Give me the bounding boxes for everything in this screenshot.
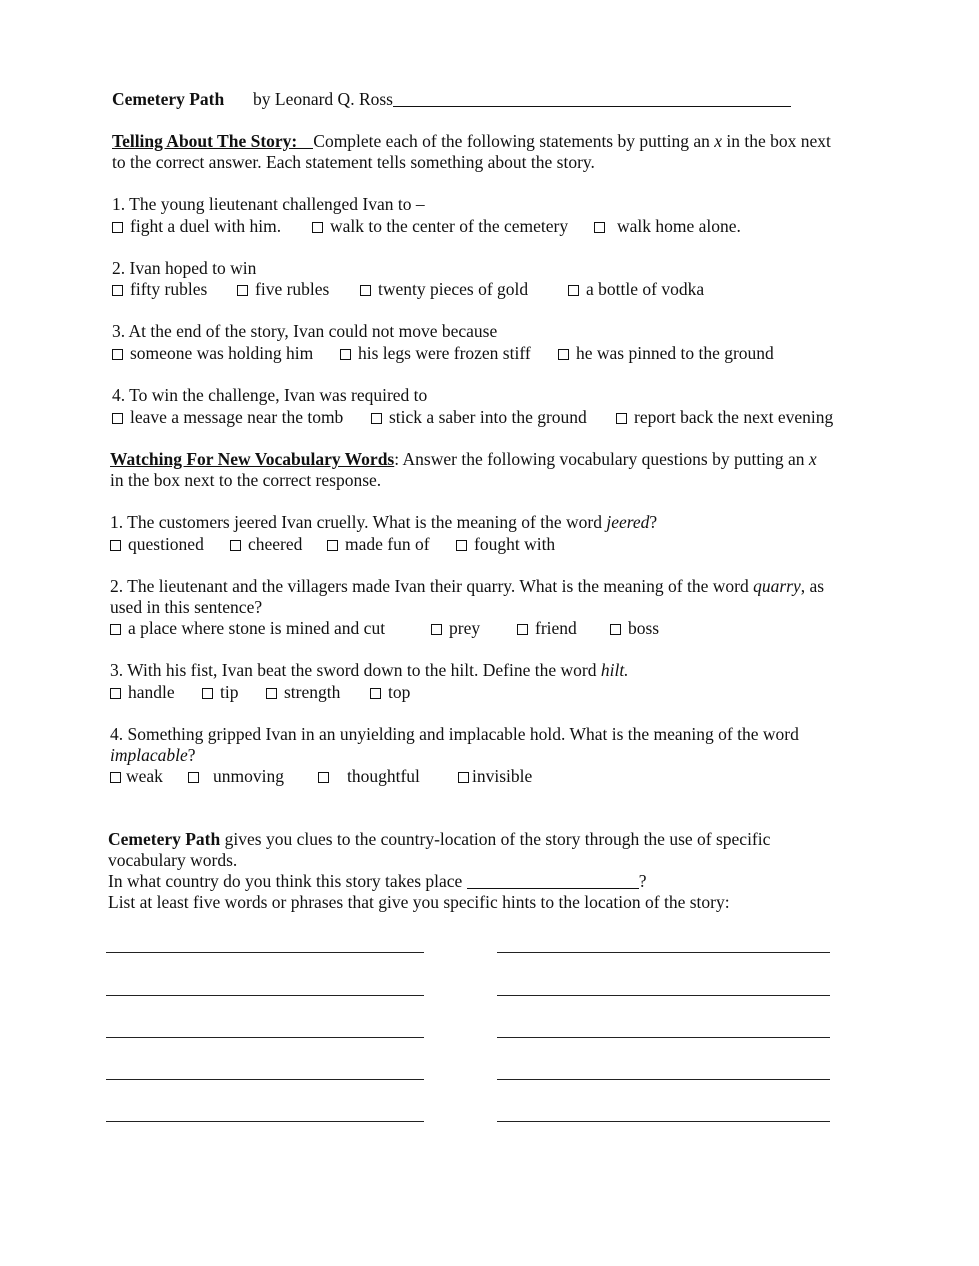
checkbox-icon[interactable]	[110, 772, 121, 783]
section1-intro-line2: to the correct answer. Each statement tells something about the story.	[112, 152, 595, 172]
checkbox-icon[interactable]	[456, 540, 467, 551]
option-checkbox[interactable]: walk to the center of the cemetery	[312, 216, 568, 237]
question-prompt: 1. The young lieutenant challenged Ivan to –	[112, 194, 425, 214]
checkbox-icon[interactable]	[558, 349, 569, 360]
option-checkbox[interactable]: prey	[431, 618, 480, 639]
section3-line3: In what country do you think this story takes place ?	[108, 871, 647, 891]
option-checkbox[interactable]: weak	[110, 766, 163, 787]
checkbox-icon[interactable]	[112, 413, 123, 424]
question-prompt: 3. At the end of the story, Ivan could not move because	[112, 321, 498, 341]
option-checkbox[interactable]: walk home alone.	[594, 216, 741, 237]
question-prompt: 4. To win the challenge, Ivan was required to	[112, 385, 428, 405]
vocab-question-4-line2: implacable?	[110, 745, 196, 765]
checkbox-icon[interactable]	[110, 688, 121, 699]
option-checkbox[interactable]: five rubles	[237, 279, 329, 300]
section2-intro-line1: Watching For New Vocabulary Words: Answer the following vocabulary questions by putting an x	[110, 449, 817, 469]
checkbox-icon[interactable]	[110, 540, 121, 551]
section3-line2: vocabulary words.	[108, 850, 238, 870]
section3-line4: List at least five words or phrases that give you specific hints to the location of the story:	[108, 892, 730, 912]
option-checkbox[interactable]: report back the next evening	[616, 407, 833, 428]
checkbox-icon[interactable]	[237, 285, 248, 296]
option-checkbox[interactable]: handle	[110, 682, 175, 703]
story-title: Cemetery Path	[112, 89, 225, 109]
answer-line[interactable]	[497, 1037, 830, 1038]
option-checkbox[interactable]: friend	[517, 618, 577, 639]
option-checkbox[interactable]: leave a message near the tomb	[112, 407, 343, 428]
checkbox-icon[interactable]	[266, 688, 277, 699]
section3-line1: Cemetery Path gives you clues to the country-location of the story through the use of specific	[108, 829, 771, 849]
checkbox-icon[interactable]	[188, 772, 199, 783]
section1-heading: Telling About The Story:	[112, 131, 298, 151]
option-checkbox[interactable]: top	[370, 682, 410, 703]
author-byline: by Leonard Q. Ross	[253, 89, 393, 109]
option-checkbox[interactable]: twenty pieces of gold	[360, 279, 528, 300]
option-checkbox[interactable]: questioned	[110, 534, 204, 555]
answer-line[interactable]	[497, 1121, 830, 1122]
checkbox-icon[interactable]	[318, 772, 329, 783]
checkbox-icon[interactable]	[112, 222, 123, 233]
answer-line[interactable]	[106, 1079, 424, 1080]
checkbox-icon[interactable]	[202, 688, 213, 699]
checkbox-icon[interactable]	[340, 349, 351, 360]
checkbox-icon[interactable]	[112, 285, 123, 296]
answer-line[interactable]	[106, 952, 424, 953]
option-checkbox[interactable]: thoughtful	[318, 766, 420, 787]
option-checkbox[interactable]: fifty rubles	[112, 279, 207, 300]
answer-line[interactable]	[106, 995, 424, 996]
answer-line[interactable]	[106, 1037, 424, 1038]
option-checkbox[interactable]: someone was holding him	[112, 343, 313, 364]
header	[112, 89, 791, 110]
section2-heading: Watching For New Vocabulary Words	[110, 449, 395, 469]
option-checkbox[interactable]: he was pinned to the ground	[558, 343, 774, 364]
checkbox-icon[interactable]	[371, 413, 382, 424]
option-checkbox[interactable]: fight a duel with him.	[112, 216, 281, 237]
checkbox-icon[interactable]	[610, 624, 621, 635]
vocab-question-3: 3. With his fist, Ivan beat the sword down to the hilt. Define the word hilt.	[110, 660, 629, 680]
checkbox-icon[interactable]	[312, 222, 323, 233]
checkbox-icon[interactable]	[458, 772, 469, 783]
name-blank[interactable]	[393, 90, 791, 107]
answer-line[interactable]	[497, 1079, 830, 1080]
option-checkbox[interactable]: unmoving	[188, 766, 284, 787]
vocab-question-4: 4. Something gripped Ivan in an unyielding and implacable hold. What is the meaning of the word	[110, 724, 799, 744]
checkbox-icon[interactable]	[594, 222, 605, 233]
option-checkbox[interactable]: a place where stone is mined and cut	[110, 618, 385, 639]
vocab-question-2: 2. The lieutenant and the villagers made Ivan their quarry. What is the meaning of the word quarry, as	[110, 576, 825, 596]
option-checkbox[interactable]: fought with	[456, 534, 555, 555]
question-prompt: 2. Ivan hoped to win	[112, 258, 257, 278]
section2-intro-line2: in the box next to the correct response.	[110, 470, 382, 490]
option-checkbox[interactable]: his legs were frozen stiff	[340, 343, 531, 364]
checkbox-icon[interactable]	[517, 624, 528, 635]
answer-line[interactable]	[497, 952, 830, 953]
option-checkbox[interactable]: invisible	[458, 766, 532, 787]
answer-line[interactable]	[497, 995, 830, 996]
section1-intro-line1: Telling About The Story: Complete each of the following statements by putting an x in the box next	[112, 131, 831, 151]
checkbox-icon[interactable]	[230, 540, 241, 551]
option-checkbox[interactable]: strength	[266, 682, 340, 703]
option-checkbox[interactable]: a bottle of vodka	[568, 279, 704, 300]
checkbox-icon[interactable]	[370, 688, 381, 699]
checkbox-icon[interactable]	[431, 624, 442, 635]
option-checkbox[interactable]: boss	[610, 618, 659, 639]
option-checkbox[interactable]: stick a saber into the ground	[371, 407, 587, 428]
checkbox-icon[interactable]	[360, 285, 371, 296]
option-checkbox[interactable]: tip	[202, 682, 238, 703]
answer-line[interactable]	[106, 1121, 424, 1122]
vocab-question-1: 1. The customers jeered Ivan cruelly. What is the meaning of the word jeered?	[110, 512, 658, 532]
checkbox-icon[interactable]	[327, 540, 338, 551]
checkbox-icon[interactable]	[616, 413, 627, 424]
option-checkbox[interactable]: made fun of	[327, 534, 430, 555]
section3-title: Cemetery Path	[108, 829, 221, 849]
checkbox-icon[interactable]	[112, 349, 123, 360]
option-checkbox[interactable]: cheered	[230, 534, 302, 555]
checkbox-icon[interactable]	[568, 285, 579, 296]
vocab-question-2-line2: used in this sentence?	[110, 597, 263, 617]
country-answer-blank[interactable]	[467, 872, 639, 889]
checkbox-icon[interactable]	[110, 624, 121, 635]
